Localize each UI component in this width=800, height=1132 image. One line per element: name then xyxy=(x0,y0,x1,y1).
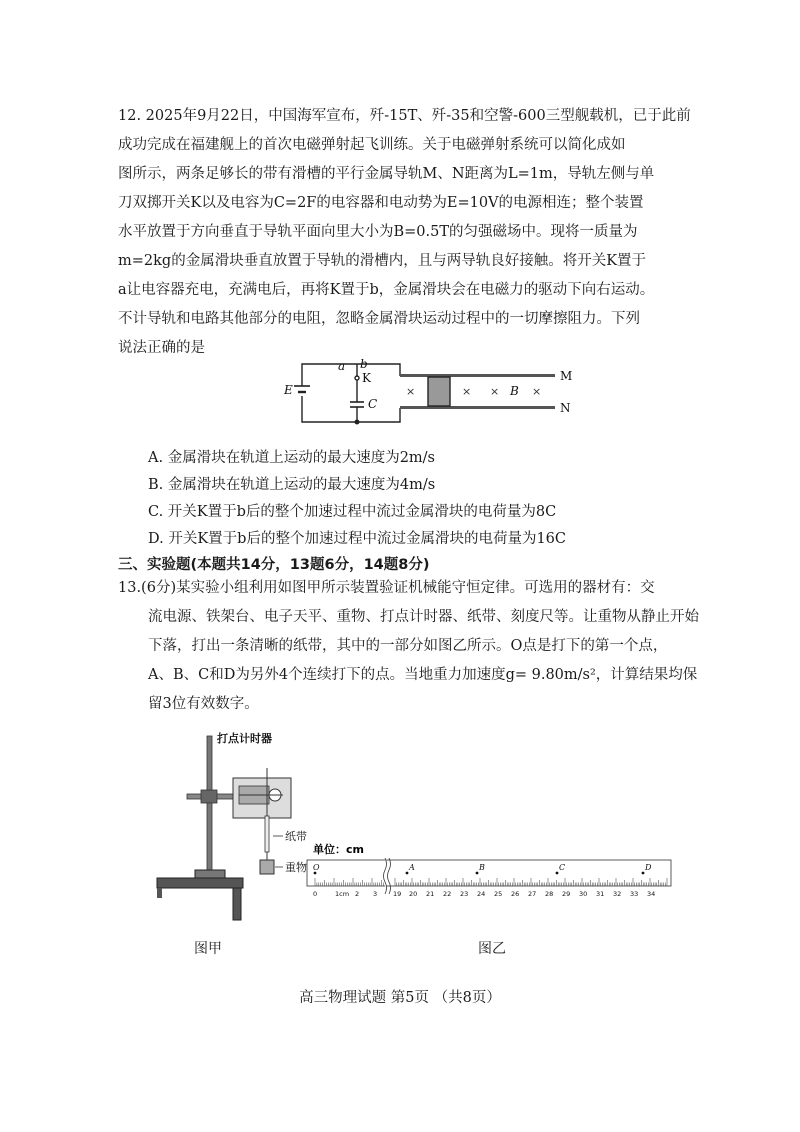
tick-label: 31 xyxy=(596,890,605,898)
label-a: a xyxy=(338,359,346,373)
tick-label: 21 xyxy=(426,890,435,898)
tape-ruler-figure xyxy=(305,840,675,910)
field-cross: × xyxy=(462,385,472,398)
tick-label: 24 xyxy=(477,890,486,898)
tick-label: 2 xyxy=(355,890,360,898)
tick-label: 22 xyxy=(443,890,452,898)
tick-label: 33 xyxy=(630,890,639,898)
field-cross: × xyxy=(406,385,416,398)
tick-label: 3 xyxy=(373,890,378,898)
label-B: B xyxy=(510,384,519,398)
option-a: A. 金属滑块在轨道上运动的最大速度为2m/s xyxy=(148,450,435,466)
q12-line: 成功完成在福建舰上的首次电磁弹射起飞训练。关于电磁弹射系统可以简化成如 xyxy=(118,137,626,153)
point-o: O xyxy=(313,863,320,872)
weight-label: 重物 xyxy=(285,861,307,874)
q12-line: 水平放置于方向垂直于导轨平面向里大小为B=0.5T的匀强磁场中。现将一质量为 xyxy=(118,224,638,240)
q12-line: a让电容器充电，充满电后，再将K置于b，金属滑块会在电磁力的驱动下向右运动。 xyxy=(118,282,655,298)
tick-label: 19 xyxy=(393,890,402,898)
tape-dot-o xyxy=(314,872,317,875)
tick-label: 29 xyxy=(562,890,571,898)
label-N: N xyxy=(560,401,571,415)
option-c: C. 开关K置于b后的整个加速过程中流过金属滑块的电荷量为8C xyxy=(148,504,557,520)
q13-line: 留3位有效数字。 xyxy=(148,696,259,712)
tick-label: 23 xyxy=(460,890,469,898)
tick-label: 28 xyxy=(545,890,554,898)
q12-line: m=2kg的金属滑块垂直放置于导轨的滑槽内，且与两导轨良好接触。将开关K置于 xyxy=(118,253,647,269)
question-12 xyxy=(118,102,698,363)
point-d: D xyxy=(645,863,652,872)
caption-jia: 图甲 xyxy=(194,941,222,957)
tape-label: 纸带 xyxy=(285,830,307,843)
option-d: D. 开关K置于b后的整个加速过程中流过金属滑块的电荷量为16C xyxy=(148,531,566,547)
q12-line: 图所示，两条足够长的带有滑槽的平行金属导轨M、N距离为L=1m，导轨左侧与单 xyxy=(118,166,655,182)
question-13 xyxy=(118,574,698,719)
label-b: b xyxy=(360,357,368,371)
label-C: C xyxy=(368,397,378,411)
label-E: E xyxy=(284,383,293,397)
tick-label: 34 xyxy=(647,890,656,898)
label-K: K xyxy=(362,371,371,385)
page-footer: 高三物理试题 第5页 （共8页） xyxy=(299,990,501,1006)
tick-label: 1cm xyxy=(335,890,350,898)
tick-label: 30 xyxy=(579,890,588,898)
tick-label: 32 xyxy=(613,890,622,898)
tape-dot-a xyxy=(406,872,409,875)
tape-dot-b xyxy=(476,872,479,875)
tick-label: 27 xyxy=(528,890,537,898)
q12-line: 不计导轨和电路其他部分的电阻，忽略金属滑块运动过程中的一切摩擦阻力。下列 xyxy=(118,311,640,327)
q13-line: 下落，打出一条清晰的纸带，其中的一部分如图乙所示。O点是打下的第一个点， xyxy=(148,638,668,654)
timer-label: 打点计时器 xyxy=(217,732,272,745)
q13-line: A、B、C和D为另外4个连续打下的点。当地重力加速度g= 9.80m/s²，计算结果均保 xyxy=(148,667,698,683)
q12-line: 刀双掷开关K以及电容为C=2F的电容器和电动势为E=10V的电源相连；整个装置 xyxy=(118,195,644,211)
circuit-diagram xyxy=(282,352,582,434)
q12-options xyxy=(148,445,708,553)
tick-label: 26 xyxy=(511,890,520,898)
label-M: M xyxy=(560,369,573,383)
section-heading: 三、实验题(本题共14分，13题6分，14题8分) xyxy=(118,557,430,573)
tape-dot-c xyxy=(556,872,559,875)
tape-dot-d xyxy=(642,872,645,875)
tick-label: 25 xyxy=(494,890,503,898)
q13-line: 13.(6分)某实验小组利用如图甲所示装置验证机械能守恒定律。可选用的器材有：交 xyxy=(118,580,655,596)
field-cross: × xyxy=(532,385,542,398)
q12-line: 12. 2025年9月22日，中国海军宣布，歼-15T、歼-35和空警-600三型舰载机，已于此前 xyxy=(118,108,691,124)
unit-label: 单位：cm xyxy=(313,843,364,856)
q13-line: 流电源、铁架台、电子天平、重物、打点计时器、纸带、刻度尺等。让重物从静止开始 xyxy=(148,609,699,625)
tick-label: 0 xyxy=(313,890,318,898)
option-b: B. 金属滑块在轨道上运动的最大速度为4m/s xyxy=(148,477,436,493)
field-cross: × xyxy=(490,385,500,398)
point-b: B xyxy=(479,863,485,872)
caption-yi: 图乙 xyxy=(478,941,506,957)
point-c: C xyxy=(559,863,566,872)
tick-label: 20 xyxy=(409,890,418,898)
point-a: A xyxy=(409,863,415,872)
q12-line: 说法正确的是 xyxy=(118,340,205,356)
